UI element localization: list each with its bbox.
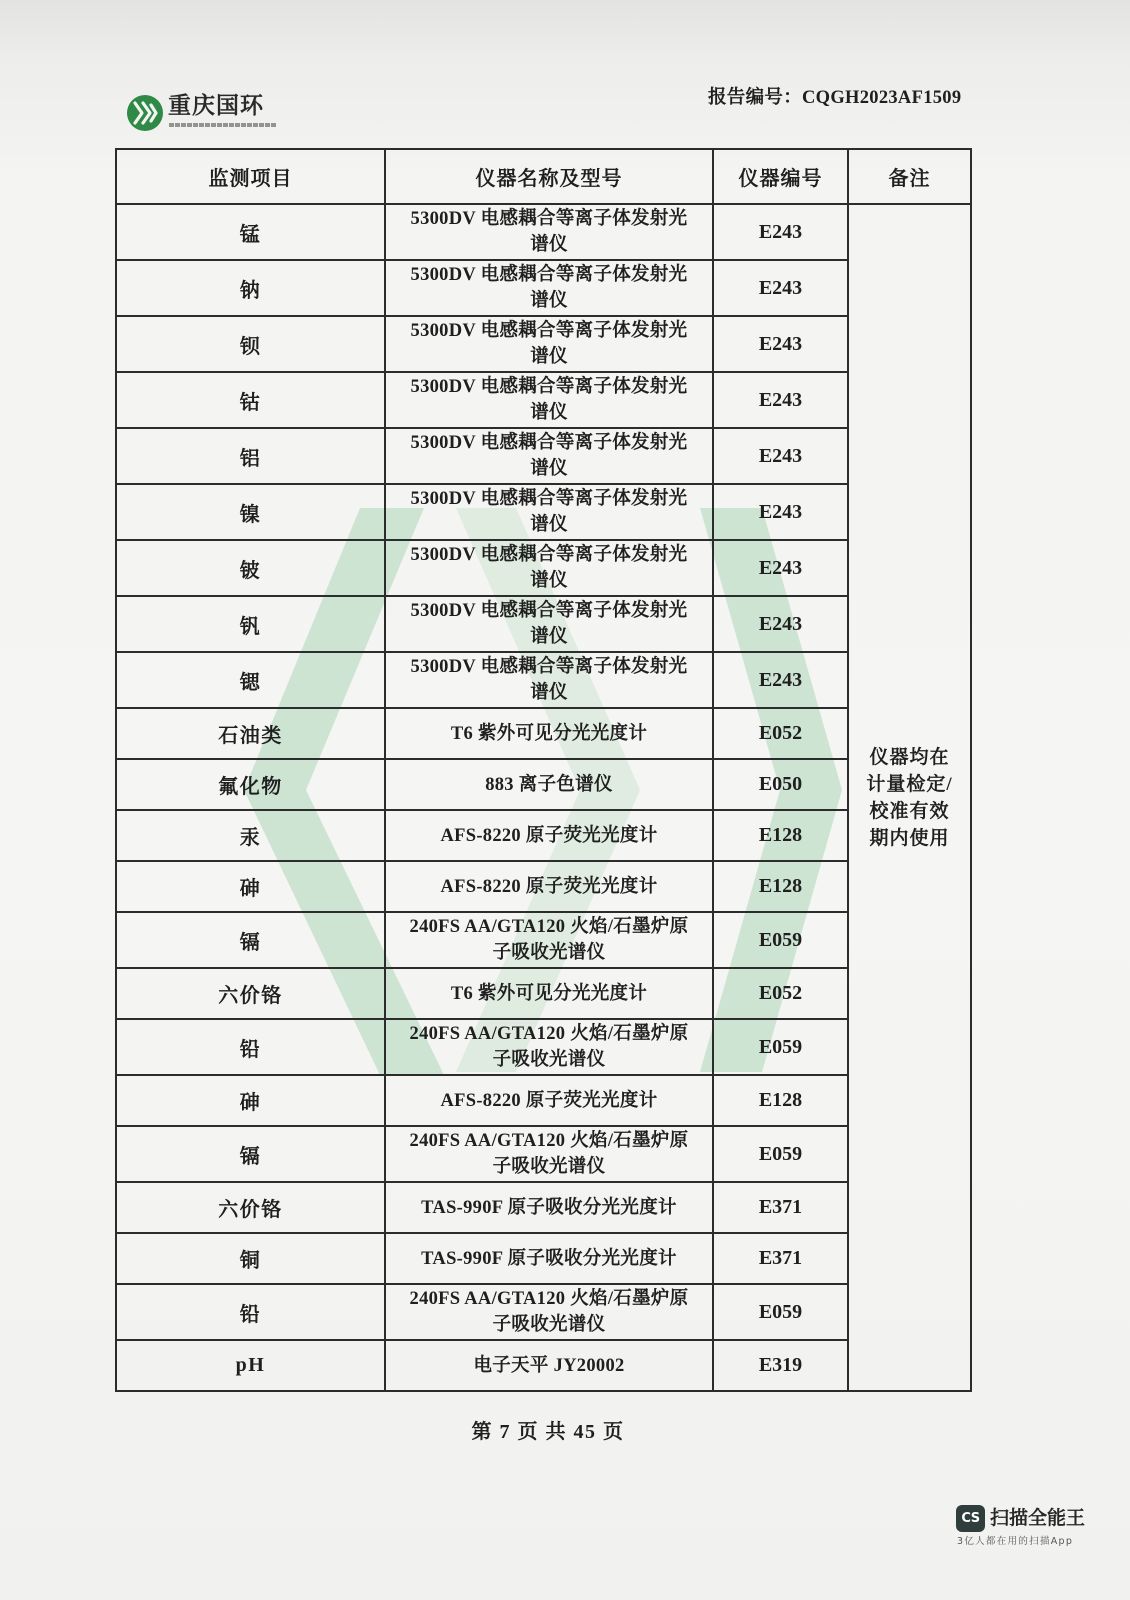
- monitoring-item-cell: 钴: [116, 372, 385, 428]
- instrument-number-cell: E243: [713, 204, 848, 260]
- table-row: [116, 968, 971, 1019]
- table-row: [116, 759, 971, 810]
- table-row: [116, 1019, 971, 1075]
- instrument-number-cell: E243: [713, 260, 848, 316]
- table-row: [116, 316, 971, 372]
- instrument-number-cell: E243: [713, 652, 848, 708]
- instrument-name-cell: AFS-8220 原子荧光光度计: [385, 810, 713, 861]
- instrument-number-cell: E059: [713, 1019, 848, 1075]
- instrument-number-cell: E243: [713, 540, 848, 596]
- instrument-name-cell: 240FS AA/GTA120 火焰/石墨炉原 子吸收光谱仪: [385, 912, 713, 968]
- instrument-name-cell: 5300DV 电感耦合等离子体发射光 谱仪: [385, 316, 713, 372]
- instrument-name-cell: 240FS AA/GTA120 火焰/石墨炉原 子吸收光谱仪: [385, 1126, 713, 1182]
- instrument-name-cell: 5300DV 电感耦合等离子体发射光 谱仪: [385, 204, 713, 260]
- camscanner-slogan: 3亿人都在用的扫描App: [957, 1536, 1074, 1547]
- instrument-number-cell: E371: [713, 1233, 848, 1284]
- camscanner-badge: [956, 1503, 1096, 1553]
- instrument-number-cell: E243: [713, 428, 848, 484]
- report-number: 报告编号：CQGH2023AF1509: [708, 88, 962, 108]
- instrument-name-cell: T6 紫外可见分光光度计: [385, 968, 713, 1019]
- table-body: [116, 204, 971, 1391]
- table-row: [116, 540, 971, 596]
- column-header-monitoring-item: 监测项目: [116, 149, 385, 204]
- instrument-number-cell: E050: [713, 759, 848, 810]
- instrument-number-cell: E128: [713, 1075, 848, 1126]
- camscanner-name: 扫描全能王: [990, 1507, 1086, 1529]
- column-header-instrument-number: 仪器编号: [713, 149, 848, 204]
- monitoring-item-cell: 铅: [116, 1019, 385, 1075]
- instrument-number-cell: E243: [713, 596, 848, 652]
- monitoring-item-cell: 汞: [116, 810, 385, 861]
- table-row: [116, 428, 971, 484]
- instrument-name-cell: 5300DV 电感耦合等离子体发射光 谱仪: [385, 652, 713, 708]
- instrument-name-cell: 883 离子色谱仪: [385, 759, 713, 810]
- monitoring-item-cell: 钠: [116, 260, 385, 316]
- instrument-name-cell: 5300DV 电感耦合等离子体发射光 谱仪: [385, 484, 713, 540]
- page-number: 第 7 页 共 45 页: [471, 1421, 625, 1443]
- table-row: [116, 372, 971, 428]
- instrument-name-cell: 5300DV 电感耦合等离子体发射光 谱仪: [385, 428, 713, 484]
- instrument-name-cell: TAS-990F 原子吸收分光光度计: [385, 1233, 713, 1284]
- company-logo: [126, 92, 286, 134]
- instrument-number-cell: E052: [713, 968, 848, 1019]
- monitoring-item-cell: 铍: [116, 540, 385, 596]
- monitoring-item-cell: 锶: [116, 652, 385, 708]
- monitoring-item-cell: 砷: [116, 1075, 385, 1126]
- monitoring-item-cell: 镉: [116, 912, 385, 968]
- instrument-number-cell: E059: [713, 1126, 848, 1182]
- monitoring-item-cell: 六价铬: [116, 1182, 385, 1233]
- logo-subtitle-lettering: [169, 123, 277, 127]
- instrument-number-cell: E059: [713, 1284, 848, 1340]
- table-row: [116, 596, 971, 652]
- monitoring-item-cell: pH: [116, 1340, 385, 1391]
- instrument-name-cell: 5300DV 电感耦合等离子体发射光 谱仪: [385, 260, 713, 316]
- table-header: [116, 149, 971, 204]
- instrument-name-cell: 5300DV 电感耦合等离子体发射光 谱仪: [385, 596, 713, 652]
- instrument-number-cell: E243: [713, 372, 848, 428]
- instrument-number-cell: E128: [713, 861, 848, 912]
- company-logo-icon: [126, 94, 164, 132]
- table-row: [116, 1340, 971, 1391]
- monitoring-item-cell: 铜: [116, 1233, 385, 1284]
- instrument-name-cell: AFS-8220 原子荧光光度计: [385, 1075, 713, 1126]
- monitoring-item-cell: 石油类: [116, 708, 385, 759]
- instrument-number-cell: E243: [713, 484, 848, 540]
- table-header-row: [116, 149, 971, 204]
- table-row: [116, 1075, 971, 1126]
- table-row: [116, 1284, 971, 1340]
- instrument-number-cell: E052: [713, 708, 848, 759]
- table-row: [116, 204, 971, 260]
- monitoring-item-cell: 铅: [116, 1284, 385, 1340]
- monitoring-item-cell: 钡: [116, 316, 385, 372]
- monitoring-item-cell: 镉: [116, 1126, 385, 1182]
- instrument-name-cell: TAS-990F 原子吸收分光光度计: [385, 1182, 713, 1233]
- instrument-name-cell: T6 紫外可见分光光度计: [385, 708, 713, 759]
- table-row: [116, 1233, 971, 1284]
- monitoring-item-cell: 镍: [116, 484, 385, 540]
- column-header-remark: 备注: [848, 149, 971, 204]
- monitoring-item-cell: 六价铬: [116, 968, 385, 1019]
- company-logo-text: 重庆国环: [168, 93, 264, 118]
- table-row: [116, 810, 971, 861]
- table-row: [116, 861, 971, 912]
- table-row: [116, 1182, 971, 1233]
- instrument-number-cell: E319: [713, 1340, 848, 1391]
- column-header-instrument-name: 仪器名称及型号: [385, 149, 713, 204]
- instrument-name-cell: 240FS AA/GTA120 火焰/石墨炉原 子吸收光谱仪: [385, 1284, 713, 1340]
- monitoring-item-cell: 锰: [116, 204, 385, 260]
- camscanner-icon: CS: [956, 1505, 985, 1532]
- instrument-number-cell: E059: [713, 912, 848, 968]
- instrument-table: [115, 148, 972, 1392]
- monitoring-item-cell: 氟化物: [116, 759, 385, 810]
- monitoring-item-cell: 砷: [116, 861, 385, 912]
- instrument-name-cell: 5300DV 电感耦合等离子体发射光 谱仪: [385, 372, 713, 428]
- instrument-number-cell: E128: [713, 810, 848, 861]
- instrument-number-cell: E371: [713, 1182, 848, 1233]
- instrument-name-cell: AFS-8220 原子荧光光度计: [385, 861, 713, 912]
- monitoring-item-cell: 钒: [116, 596, 385, 652]
- instrument-name-cell: 电子天平 JY20002: [385, 1340, 713, 1391]
- table-row: [116, 1126, 971, 1182]
- instrument-name-cell: 240FS AA/GTA120 火焰/石墨炉原 子吸收光谱仪: [385, 1019, 713, 1075]
- table-row: [116, 652, 971, 708]
- table-row: [116, 912, 971, 968]
- monitoring-item-cell: 铝: [116, 428, 385, 484]
- table-row: [116, 484, 971, 540]
- instrument-number-cell: E243: [713, 316, 848, 372]
- table-row: [116, 708, 971, 759]
- instrument-name-cell: 5300DV 电感耦合等离子体发射光 谱仪: [385, 540, 713, 596]
- table-row: [116, 260, 971, 316]
- remark-cell: 仪器均在 计量检定/ 校准有效 期内使用: [848, 204, 971, 1391]
